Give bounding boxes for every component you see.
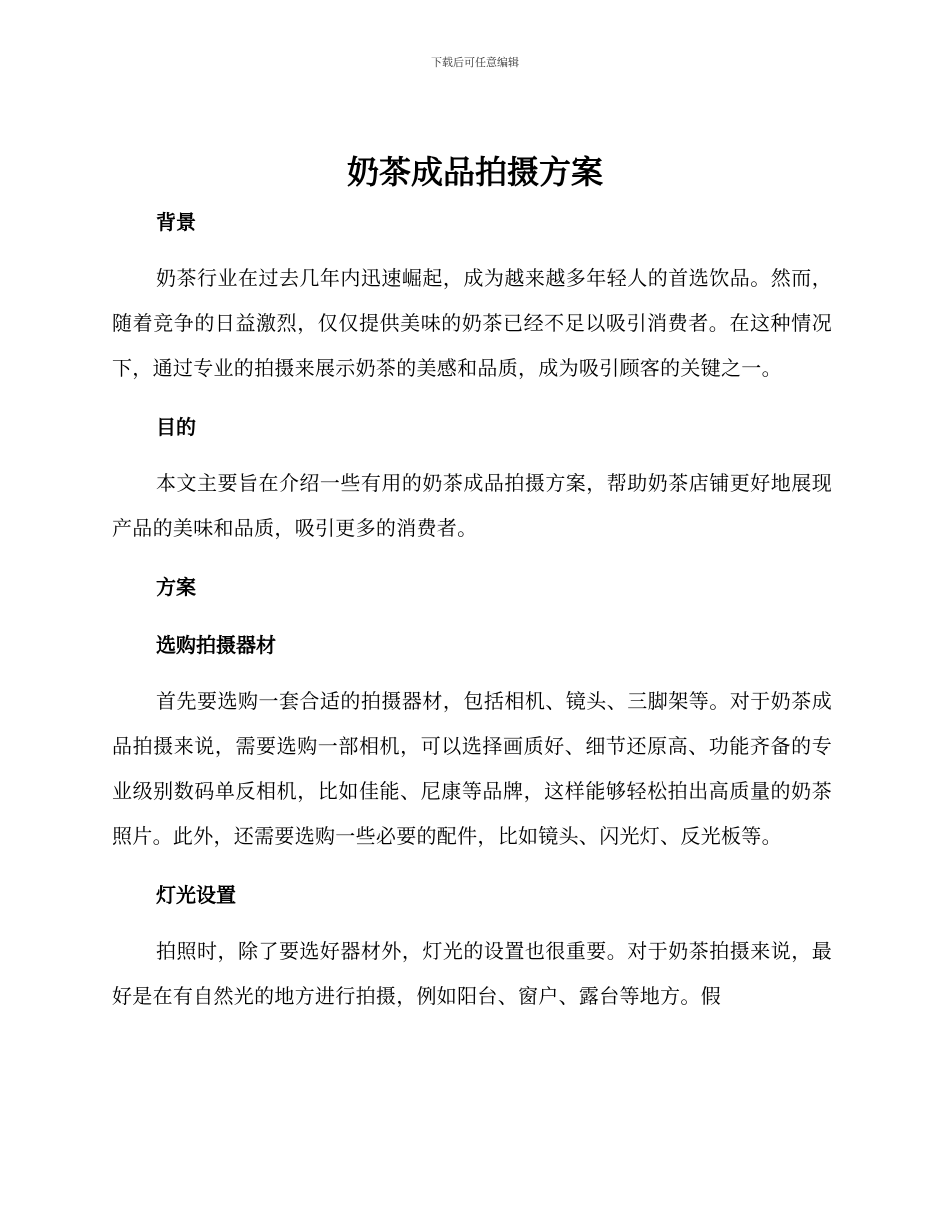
document-body (112, 200, 832, 1031)
section-heading-equipment: 选购拍摄器材 (156, 633, 276, 657)
section-heading-purpose: 目的 (156, 415, 196, 439)
section-heading-lighting: 灯光设置 (156, 883, 236, 907)
section-text-purpose: 本文主要旨在介绍一些有用的奶茶成品拍摄方案，帮助奶茶店铺更好地展现产品的美味和品质，吸引更多的消费者。 (112, 471, 832, 540)
section-text-lighting: 拍照时，除了要选好器材外，灯光的设置也很重要。对于奶茶拍摄来说，最好是在有自然光的地方进行拍摄，例如阳台、窗户、露台等地方。假 (112, 939, 832, 1008)
section-heading-plan: 方案 (156, 575, 196, 599)
header-note: 下载后可任意编辑 (431, 56, 519, 69)
section-text-background: 奶茶行业在过去几年内迅速崛起，成为越来越多年轻人的首选饮品。然而，随着竞争的日益激烈，仅仅提供美味的奶茶已经不足以吸引消费者。在这种情况下，通过专业的拍摄来展示奶茶的美感和品质，成为吸引顾客的关键之一。 (112, 266, 832, 380)
section-heading-background: 背景 (156, 210, 196, 234)
document-title: 奶茶成品拍摄方案 (346, 153, 603, 191)
section-text-equipment: 首先要选购一套合适的拍摄器材，包括相机、镜头、三脚架等。对于奶茶成品拍摄来说，需要选购一部相机，可以选择画质好、细节还原高、功能齐备的专业级别数码单反相机，比如佳能、尼康等品牌，这样能够轻松拍出高质量的奶茶照片。此外，还需要选购一些必要的配件，比如镜头、闪光灯、反光板等。 (112, 689, 832, 848)
